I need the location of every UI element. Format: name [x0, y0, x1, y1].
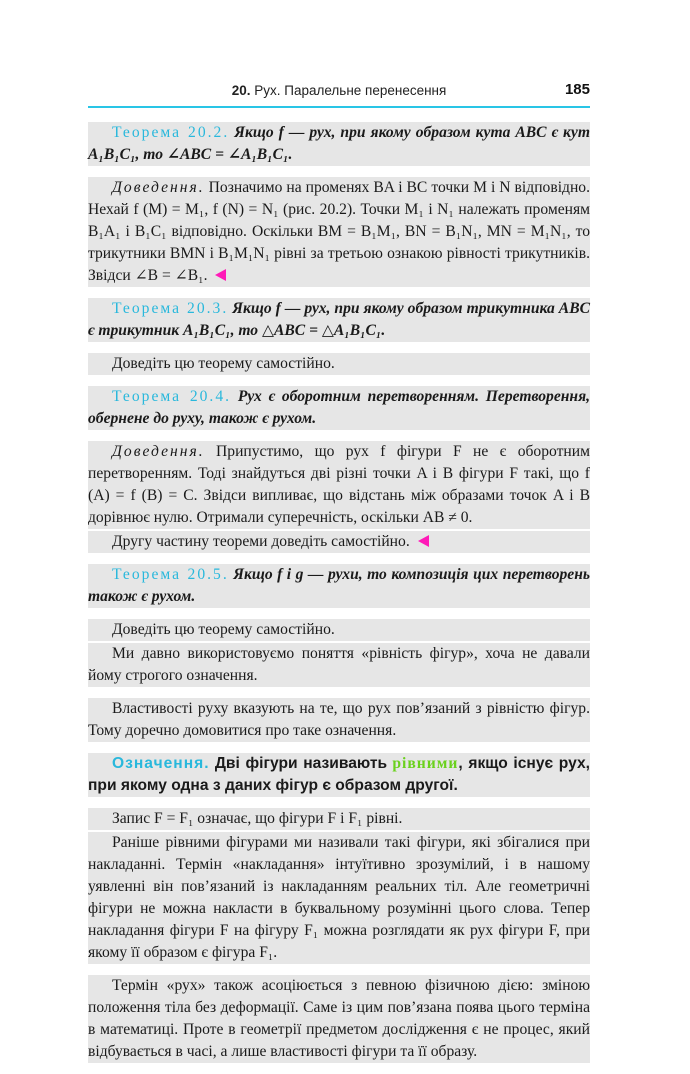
definition-text-before: Дві фігури називають	[214, 755, 388, 772]
paragraph-motion-properties: Властивості руху вказують на те, що рух пов’язаний з рівністю фігур. Тому доречно домовитися про таке означення.	[88, 698, 590, 742]
section-number: 20.	[231, 83, 251, 98]
running-header	[88, 80, 590, 108]
running-head	[88, 83, 590, 98]
theorem-label: Теорема 20.2.	[112, 124, 230, 141]
theorem-label: Теорема 20.5.	[112, 566, 229, 583]
theorem-label: Теорема 20.4.	[112, 388, 232, 405]
proof-20-4	[88, 441, 590, 529]
proof-text: Припустимо, що рух f фігури F не є оборотним перетворенням. Тоді знайдуться дві різні точки A і B фігури F такі, що f (A) = f (B) = C. Звідси випливає, що відстань між образами точок A і B дорівнює нулю. Отримали суперечність, оскільки AB ≠ 0.	[88, 443, 590, 526]
page-number: 185	[564, 81, 590, 98]
definition-term: рівними	[392, 755, 459, 772]
theorem-20-4	[88, 386, 590, 430]
proof-text: Позначимо на променях BA і BC точки M і N відповідно. Нехай f (M) = M₁, f (N) = N₁ (рис. 20.2). Точки M₁ і N₁ належать променям B₁A₁ і B₁C₁ відповідно. Оскільки BM = B₁M₁, BN = B₁N₁, MN = M₁N₁, то трикутники BMN і B₁M₁N₁ рівні за третьою ознакою рівності трикутників. Звідси ∠B = ∠B₁.	[88, 179, 591, 284]
theorem-20-5	[88, 564, 590, 608]
paragraph-notation: Запис F = F₁ означає, що фігури F і F₁ рівні.	[88, 808, 590, 830]
theorem-20-3	[88, 298, 590, 342]
section-title: Рух. Паралельне перенесення	[254, 83, 447, 98]
qed-icon	[215, 269, 226, 281]
theorem-text: Рух є оборотним перетворенням. Перетворення, обернене до руху, також є рухом.	[88, 388, 590, 427]
proof-label: Доведення.	[112, 443, 205, 460]
definition-label: Означення.	[112, 755, 210, 772]
proof-label: Доведення.	[112, 179, 205, 196]
theorem-text: Якщо f — рух, при якому образом кута ABC є кут A₁B₁C₁, то ∠ABC = ∠A₁B₁C₁.	[88, 124, 590, 163]
paragraph-equality-concept: Ми давно використовуємо поняття «рівність фігур», хоча не давали йому строгого означення.	[88, 643, 590, 687]
qed-icon	[418, 535, 429, 547]
prove-yourself-20-5: Доведіть цю теорему самостійно.	[88, 619, 590, 641]
definition-text-after: , якщо існує рух, при якому одна з даних фігур є образом другої.	[88, 755, 590, 794]
definition-equal-figures	[88, 753, 590, 797]
theorem-20-2	[88, 122, 590, 166]
proof-20-2	[88, 177, 590, 287]
proof-20-4-second-part	[88, 531, 590, 553]
paragraph-overlay: Раніше рівними фігурами ми називали такі фігури, які збігалися при накладанні. Термін «накладання» інтуїтивно зрозумілий, і в нашому уявленні він пов’язаний із накладанням реальних тіл. Але геометричні фігури не можна накласти в буквальному розумінні цього слова. Тепер накладання фігури F на фігуру F₁ можна розглядати як рух фігури F, при якому її образом є фігура F₁.	[88, 832, 590, 964]
page-content	[88, 122, 590, 1074]
theorem-text: Якщо f і g — рухи, то композиція цих перетворень також є рухом.	[88, 566, 590, 605]
prove-yourself-20-3: Доведіть цю теорему самостійно.	[88, 353, 590, 375]
paragraph-term-motion: Термін «рух» також асоціюється з певною фізичною дією: зміною положення тіла без деформації. Саме із цим пов’язана поява цього терміна в математиці. Проте в геометрії предметом дослідження є не процес, який відбувається в часі, а лише властивості фігури та її образу.	[88, 975, 590, 1063]
proof-second-text: Другу частину теореми доведіть самостійно.	[112, 533, 410, 550]
theorem-label: Теорема 20.3.	[112, 300, 229, 317]
theorem-text: Якщо f — рух, при якому образом трикутника ABC є трикутник A₁B₁C₁, то △ABC = △A₁B₁C₁.	[88, 300, 590, 339]
